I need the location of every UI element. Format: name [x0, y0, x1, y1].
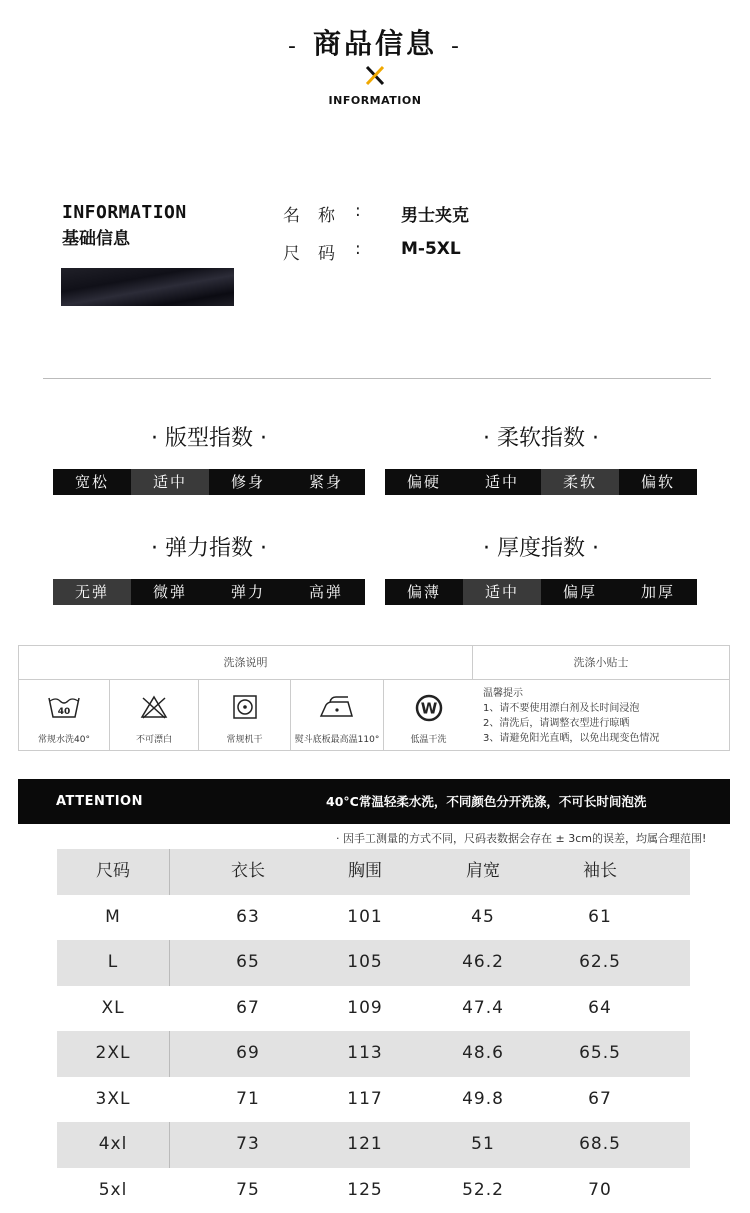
wash-caption: 常规水洗40° — [38, 735, 90, 745]
table-row — [57, 1168, 690, 1213]
fit-index-title: · 版型指数 · — [151, 426, 267, 451]
cell-sleeve: 70 — [588, 1179, 612, 1200]
cell-length: 63 — [236, 906, 260, 927]
dry-clean-w-icon — [384, 694, 473, 720]
thickness-option: 偏薄 — [385, 579, 463, 605]
cell-shoulder: 45 — [471, 906, 495, 927]
cell-chest: 113 — [347, 1043, 383, 1063]
cell-chest: 117 — [347, 1088, 383, 1109]
size-table — [57, 849, 690, 1213]
fit-option: 紧身 — [287, 469, 365, 495]
tip-item: 1、请不要使用漂白剂及长时间浸泡 — [483, 703, 640, 714]
thickness-index-title: · 厚度指数 · — [483, 536, 599, 561]
cell-size: L — [107, 952, 119, 972]
cell-sleeve: 67 — [588, 1088, 612, 1109]
fit-index-bar — [53, 469, 365, 495]
table-row — [57, 1031, 690, 1077]
name-label: 名称 — [283, 206, 353, 226]
size-colon: : — [355, 239, 361, 259]
attention-text: 40°C常温轻柔水洗，不同颜色分开洗涤，不可长时间泡洗 — [326, 794, 647, 809]
wash-caption: 常规机干 — [226, 735, 263, 745]
cell-sleeve: 68.5 — [579, 1134, 621, 1154]
elasticity-option: 弹力 — [209, 579, 287, 605]
title-text: 商品信息 — [312, 27, 437, 60]
tip-heading: 温馨提示 — [483, 688, 523, 699]
size-table-header — [57, 849, 690, 895]
softness-option: 偏硬 — [385, 469, 463, 495]
cross-icon — [361, 64, 389, 88]
tip-item: 2、清洗后，请调整衣型进行晾晒 — [483, 718, 630, 729]
fit-option-selected: 适中 — [131, 469, 209, 495]
thickness-option: 加厚 — [619, 579, 697, 605]
column-divider — [169, 1031, 170, 1077]
cell-sleeve: 65.5 — [579, 1043, 621, 1063]
cell-length: 69 — [236, 1043, 260, 1063]
elasticity-option-selected: 无弹 — [53, 579, 131, 605]
softness-option: 适中 — [463, 469, 541, 495]
cell-length: 73 — [236, 1134, 260, 1154]
table-row — [57, 986, 690, 1032]
name-colon: : — [355, 201, 361, 221]
column-divider — [169, 849, 170, 895]
thickness-index-bar — [385, 579, 697, 605]
wash-cell — [199, 680, 291, 750]
wash-instructions-table — [18, 645, 730, 751]
col-header: 肩宽 — [466, 861, 500, 881]
cell-shoulder: 52.2 — [462, 1179, 504, 1200]
cell-length: 75 — [236, 1179, 260, 1200]
title-dash-left: - — [288, 34, 299, 59]
column-divider — [169, 940, 170, 986]
dry-clean-badge: W — [420, 699, 437, 718]
cell-shoulder: 46.2 — [462, 952, 504, 972]
iron-icon — [291, 694, 383, 720]
wash-header-right: 洗涤小贴士 — [473, 646, 729, 680]
name-value: 男士夹克 — [401, 206, 469, 226]
fit-option: 宽松 — [53, 469, 131, 495]
cell-sleeve: 64 — [588, 997, 612, 1018]
size-value: M-5XL — [401, 239, 461, 259]
cell-chest: 101 — [347, 906, 383, 927]
wash-tips — [483, 686, 659, 746]
cell-length: 71 — [236, 1088, 260, 1109]
cell-size: M — [105, 906, 121, 927]
wash-cell — [384, 680, 473, 750]
cell-sleeve: 62.5 — [579, 952, 621, 972]
cell-size: 3XL — [95, 1088, 131, 1109]
wash-caption: 熨斗底板最高温110° — [294, 735, 380, 745]
measurement-note: · 因手工测量的方式不同，尺码表数据会存在 ± 3cm的误差，均属合理范围! — [336, 832, 707, 845]
thickness-option-selected: 适中 — [463, 579, 541, 605]
cell-size: 2XL — [95, 1043, 131, 1063]
softness-index-title: · 柔软指数 · — [483, 426, 599, 451]
cell-shoulder: 51 — [471, 1134, 495, 1154]
softness-option-selected: 柔软 — [541, 469, 619, 495]
section-title — [0, 22, 750, 62]
wash-40-icon — [19, 694, 109, 720]
elasticity-option: 微弹 — [131, 579, 209, 605]
cell-chest: 105 — [347, 952, 383, 972]
col-header: 袖长 — [583, 861, 617, 881]
section-subtitle: INFORMATION — [328, 94, 422, 107]
cell-chest: 125 — [347, 1179, 383, 1200]
cell-shoulder: 48.6 — [462, 1043, 504, 1063]
tip-item: 3、请避免阳光直晒，以免出现变色情况 — [483, 733, 660, 744]
elasticity-option: 高弹 — [287, 579, 365, 605]
elasticity-index-bar — [53, 579, 365, 605]
wash-cell — [110, 680, 199, 750]
thickness-option: 偏厚 — [541, 579, 619, 605]
cell-length: 67 — [236, 997, 260, 1018]
cell-size: 5xl — [98, 1179, 128, 1200]
table-row — [57, 940, 690, 986]
fabric-swatch — [61, 268, 234, 306]
info-en-label: INFORMATION — [62, 202, 187, 223]
divider — [43, 378, 711, 379]
fit-option: 修身 — [209, 469, 287, 495]
cell-chest: 121 — [347, 1134, 383, 1154]
attention-banner — [18, 779, 730, 824]
col-header: 尺码 — [96, 861, 130, 881]
elasticity-index-title: · 弹力指数 · — [151, 536, 267, 561]
tumble-dry-icon — [199, 694, 290, 720]
wash-caption: 不可漂白 — [135, 735, 172, 745]
table-row — [57, 895, 690, 941]
table-row — [57, 1077, 690, 1123]
wash-header-left: 洗涤说明 — [19, 646, 473, 680]
title-dash-right: - — [451, 34, 462, 59]
col-header: 衣长 — [231, 861, 265, 881]
softness-index-bar — [385, 469, 697, 495]
cell-size: XL — [101, 997, 125, 1018]
wash-40-badge: 40 — [57, 707, 71, 717]
table-row — [57, 1122, 690, 1168]
cell-sleeve: 61 — [588, 906, 612, 927]
cell-shoulder: 49.8 — [462, 1088, 504, 1109]
cell-chest: 109 — [347, 997, 383, 1018]
wash-caption: 低温干洗 — [410, 735, 447, 745]
column-divider — [169, 1122, 170, 1168]
wash-cell — [291, 680, 384, 750]
col-header: 胸围 — [348, 861, 382, 881]
info-zh-label: 基础信息 — [62, 229, 130, 249]
softness-option: 偏软 — [619, 469, 697, 495]
cell-size: 4xl — [98, 1134, 128, 1154]
no-bleach-icon — [110, 694, 198, 720]
attention-label: ATTENTION — [56, 794, 143, 809]
size-label: 尺码 — [283, 244, 353, 264]
cell-shoulder: 47.4 — [462, 997, 504, 1018]
cell-length: 65 — [236, 952, 260, 972]
wash-cell — [19, 680, 110, 750]
